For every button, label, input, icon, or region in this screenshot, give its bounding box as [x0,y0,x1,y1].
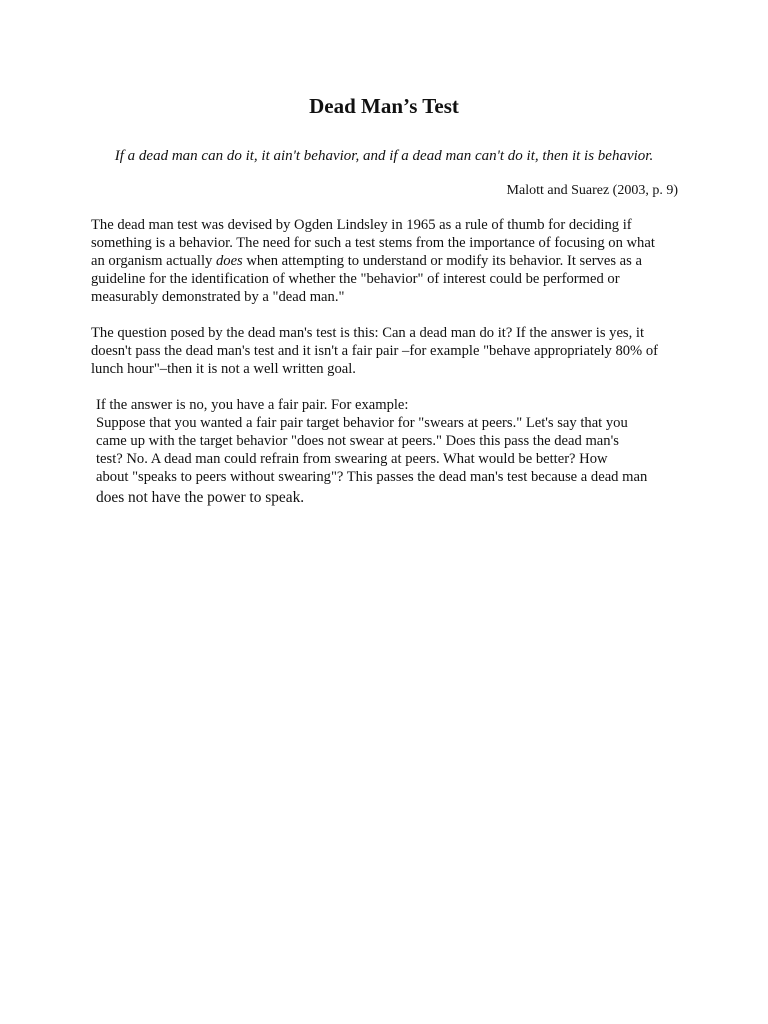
text-line: does not have the power to speak. [96,489,305,506]
text-line [91,252,691,270]
text-segment: when attempting to understand or modify its behavior. It serves as a [242,253,642,269]
emphasis-text: does [215,253,243,269]
paragraph-example [96,396,692,510]
text-line: The dead man test was devised by Ogden Lindsley in 1965 as a rule of thumb for deciding if [91,217,632,233]
text-line: came up with the target behavior "does not swear at peers." Does this pass the dead man's [96,433,619,449]
quote-citation: Malott and Suarez (2003, p. 9) [506,183,678,198]
text-line: guideline for the identification of whether the "behavior" of interest could be performed or [91,271,620,287]
text-line: doesn't pass the dead man's test and it isn't a fair pair –for example "behave appropriately 80% of [91,343,659,359]
paragraph-definition [91,216,691,306]
page-title: Dead Man’s Test [309,94,459,118]
text-line: measurably demonstrated by a "dead man." [91,289,345,305]
text-line: about "speaks to peers without swearing"? This passes the dead man's test because a dead man [96,469,648,485]
text-line: The question posed by the dead man's test is this: Can a dead man do it? If the answer is yes, it [91,325,645,341]
text-line: lunch hour"–then it is not a well written goal. [91,361,356,377]
text-line: Suppose that you wanted a fair pair target behavior for "swears at peers." Let's say that you [96,415,628,431]
text-segment: an organism actually [91,253,216,269]
paragraph-question [91,324,691,378]
epigraph-quote: If a dead man can do it, it ain't behavior, and if a dead man can't do it, then it is behavior. [114,148,654,164]
text-line: If the answer is no, you have a fair pair. For example: [96,397,409,413]
text-line: something is a behavior. The need for such a test stems from the importance of focusing on what [91,235,655,251]
text-line: test? No. A dead man could refrain from swearing at peers. What would be better? How [96,451,608,467]
